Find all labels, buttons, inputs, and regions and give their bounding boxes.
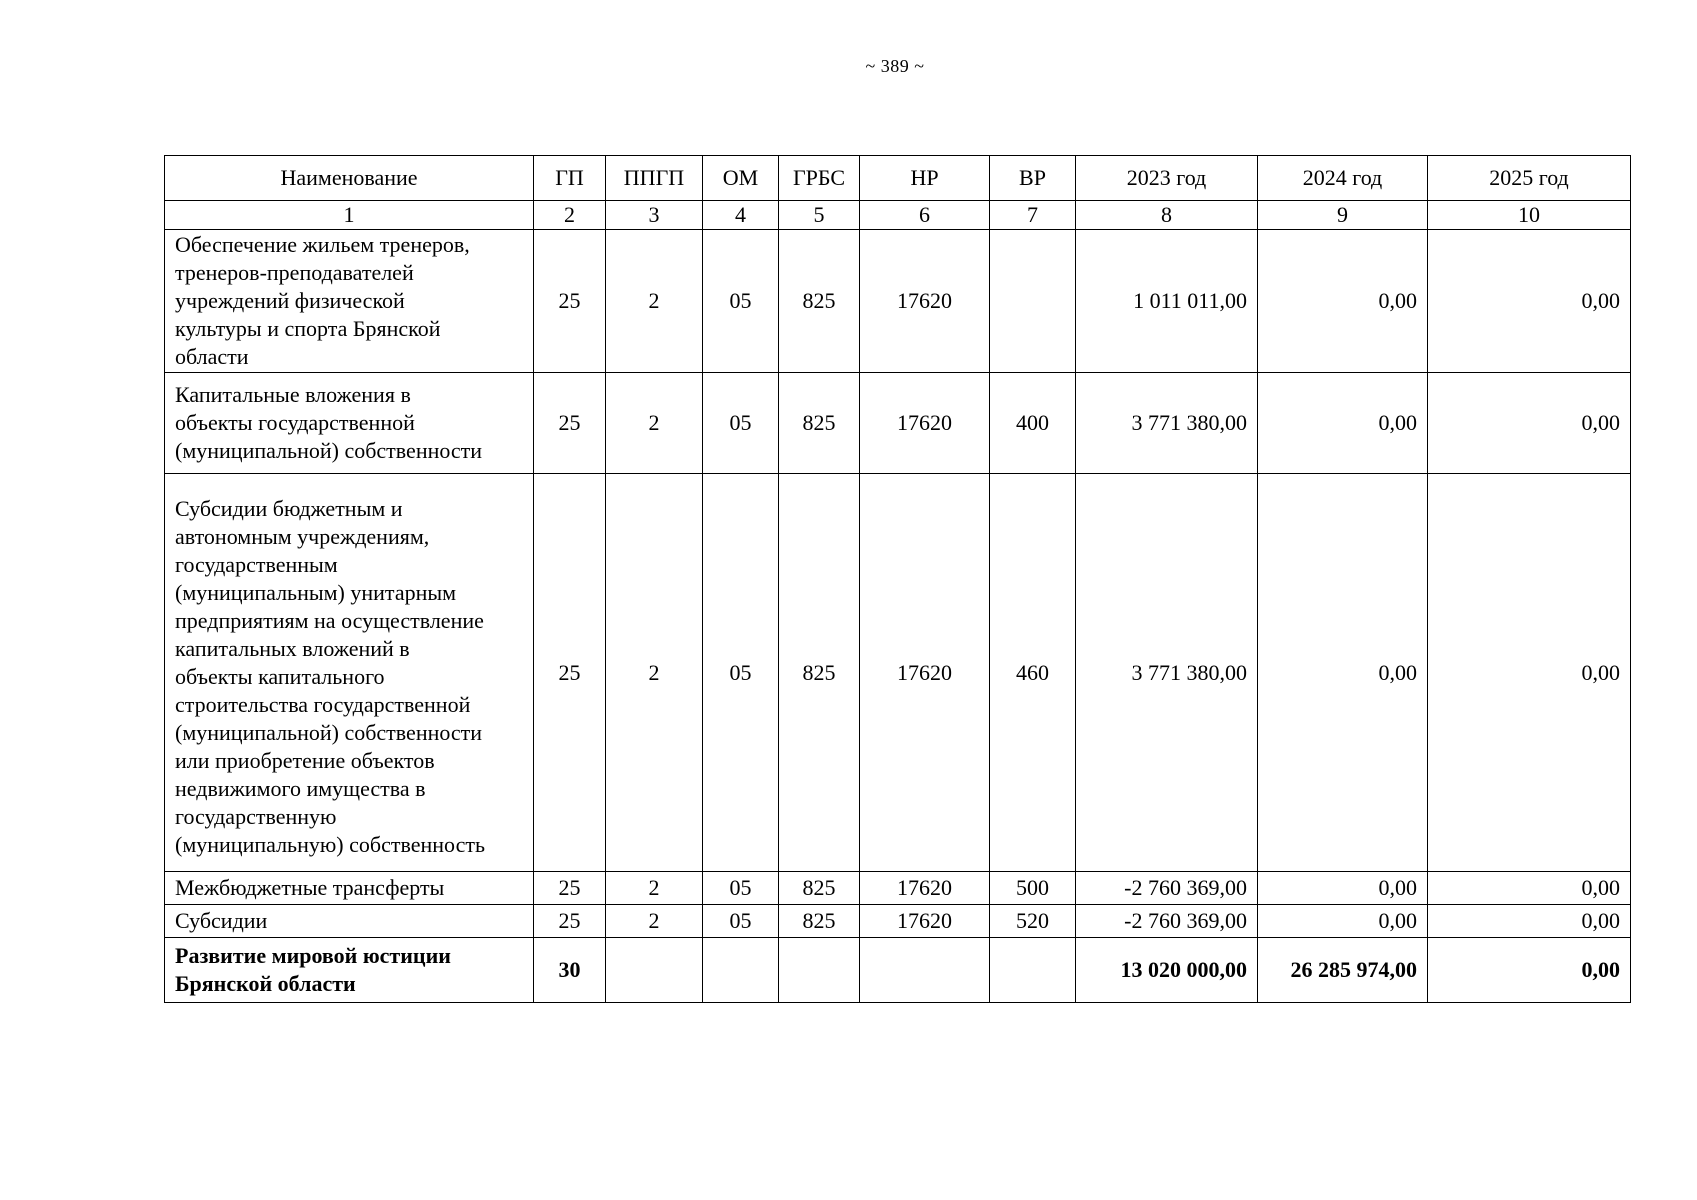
row-name-line: (муниципальной) собственности (175, 438, 483, 463)
cell-om: 05 (703, 474, 779, 872)
cell-nr: 17620 (860, 230, 990, 373)
cell-ppgp: 2 (606, 905, 703, 938)
table-row (165, 230, 1631, 373)
row-name-line: Капитальные вложения в (175, 382, 411, 407)
row-name-cell (165, 474, 534, 872)
row-name-line: Обеспечение жильем тренеров, (175, 232, 470, 257)
row-name-line: объекты капитального (175, 664, 385, 689)
cell-2023: 1 011 011,00 (1076, 230, 1258, 373)
cell-2024: 0,00 (1258, 905, 1428, 938)
row-name-line: Субсидии (175, 908, 268, 933)
cell-om: 05 (703, 905, 779, 938)
header-ppgp: ППГП (606, 156, 703, 201)
cell-2025: 0,00 (1428, 474, 1631, 872)
cell-grbs: 825 (779, 230, 860, 373)
header-name: Наименование (165, 156, 534, 201)
column-number: 10 (1428, 201, 1631, 230)
row-name-line: области (175, 344, 249, 369)
cell-2024: 26 285 974,00 (1258, 938, 1428, 1003)
row-name-cell (165, 230, 534, 373)
row-name-line: объекты государственной (175, 410, 415, 435)
header-gp: ГП (534, 156, 606, 201)
budget-table-container (164, 155, 1631, 1003)
cell-om: 05 (703, 872, 779, 905)
cell-grbs: 825 (779, 872, 860, 905)
row-name-cell (165, 905, 534, 938)
table-row (165, 373, 1631, 474)
cell-2023: -2 760 369,00 (1076, 905, 1258, 938)
row-name-line: (муниципальной) собственности (175, 720, 483, 745)
cell-grbs (779, 938, 860, 1003)
header-om: ОМ (703, 156, 779, 201)
cell-vr (990, 230, 1076, 373)
cell-2024: 0,00 (1258, 373, 1428, 474)
cell-vr: 500 (990, 872, 1076, 905)
header-grbs: ГРБС (779, 156, 860, 201)
cell-gp: 30 (534, 938, 606, 1003)
column-number: 8 (1076, 201, 1258, 230)
row-name-line: Межбюджетные трансферты (175, 875, 445, 900)
cell-nr: 17620 (860, 905, 990, 938)
row-name-line: государственным (175, 552, 338, 577)
cell-2024: 0,00 (1258, 872, 1428, 905)
cell-om (703, 938, 779, 1003)
budget-table (164, 155, 1631, 1003)
table-row (165, 872, 1631, 905)
cell-2025: 0,00 (1428, 230, 1631, 373)
header-2023: 2023 год (1076, 156, 1258, 201)
column-number: 4 (703, 201, 779, 230)
cell-vr: 520 (990, 905, 1076, 938)
table-row-total (165, 938, 1631, 1003)
cell-ppgp: 2 (606, 373, 703, 474)
cell-nr: 17620 (860, 474, 990, 872)
column-number-row (165, 201, 1631, 230)
cell-2025: 0,00 (1428, 872, 1631, 905)
cell-2023: -2 760 369,00 (1076, 872, 1258, 905)
cell-2023: 3 771 380,00 (1076, 474, 1258, 872)
row-name-line: Брянской области (175, 971, 356, 996)
column-number: 9 (1258, 201, 1428, 230)
row-name-line: капитальных вложений в (175, 636, 410, 661)
column-number: 2 (534, 201, 606, 230)
row-name-line: Развитие мировой юстиции (175, 943, 451, 968)
row-name-cell (165, 373, 534, 474)
cell-grbs: 825 (779, 905, 860, 938)
table-row (165, 905, 1631, 938)
cell-2025: 0,00 (1428, 373, 1631, 474)
header-nr: НР (860, 156, 990, 201)
page-number: ~ 389 ~ (865, 56, 925, 76)
cell-gp: 25 (534, 905, 606, 938)
cell-2023: 13 020 000,00 (1076, 938, 1258, 1003)
row-name-line: Субсидии бюджетным и (175, 496, 403, 521)
row-name-cell (165, 938, 534, 1003)
cell-vr: 460 (990, 474, 1076, 872)
cell-grbs: 825 (779, 373, 860, 474)
cell-vr: 400 (990, 373, 1076, 474)
cell-ppgp: 2 (606, 474, 703, 872)
cell-2023: 3 771 380,00 (1076, 373, 1258, 474)
cell-2025: 0,00 (1428, 905, 1631, 938)
cell-gp: 25 (534, 474, 606, 872)
table-row (165, 474, 1631, 872)
cell-nr: 17620 (860, 373, 990, 474)
row-name-line: недвижимого имущества в (175, 776, 426, 801)
column-number: 1 (165, 201, 534, 230)
row-name-line: предприятиям на осуществление (175, 608, 484, 633)
cell-gp: 25 (534, 230, 606, 373)
cell-om: 05 (703, 373, 779, 474)
header-vr: ВР (990, 156, 1076, 201)
cell-2024: 0,00 (1258, 230, 1428, 373)
cell-2025: 0,00 (1428, 938, 1631, 1003)
row-name-line: тренеров-преподавателей (175, 260, 414, 285)
cell-ppgp: 2 (606, 872, 703, 905)
column-number: 3 (606, 201, 703, 230)
cell-vr (990, 938, 1076, 1003)
row-name-cell (165, 872, 534, 905)
row-name-line: или приобретение объектов (175, 748, 435, 773)
cell-ppgp (606, 938, 703, 1003)
column-number: 6 (860, 201, 990, 230)
cell-grbs: 825 (779, 474, 860, 872)
row-name-line: учреждений физической (175, 288, 405, 313)
header-row (165, 156, 1631, 201)
header-2025: 2025 год (1428, 156, 1631, 201)
column-number: 5 (779, 201, 860, 230)
row-name-line: строительства государственной (175, 692, 471, 717)
cell-om: 05 (703, 230, 779, 373)
cell-gp: 25 (534, 373, 606, 474)
row-name-line: (муниципальным) унитарным (175, 580, 457, 605)
row-name-line: (муниципальную) собственность (175, 832, 485, 857)
header-2024: 2024 год (1258, 156, 1428, 201)
row-name-line: государственную (175, 804, 337, 829)
cell-gp: 25 (534, 872, 606, 905)
cell-ppgp: 2 (606, 230, 703, 373)
cell-nr: 17620 (860, 872, 990, 905)
column-number: 7 (990, 201, 1076, 230)
cell-nr (860, 938, 990, 1003)
row-name-line: автономным учреждениям, (175, 524, 430, 549)
cell-2024: 0,00 (1258, 474, 1428, 872)
row-name-line: культуры и спорта Брянской (175, 316, 441, 341)
